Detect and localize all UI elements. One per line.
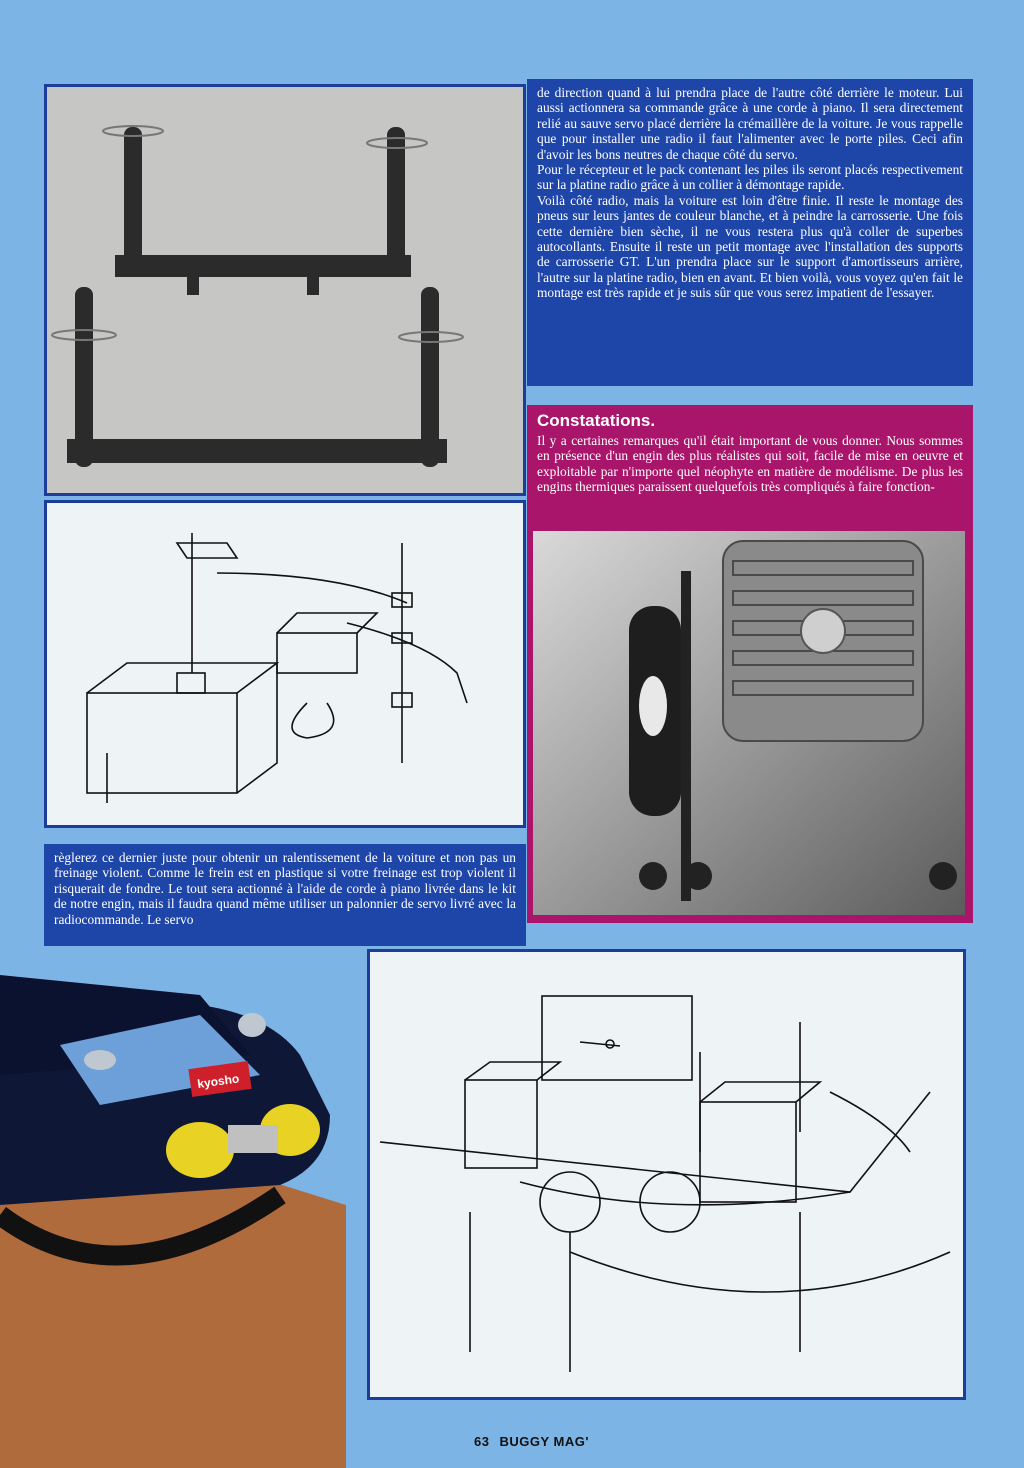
body-posts-photo bbox=[44, 84, 526, 496]
article-text-col1-bottom bbox=[44, 844, 526, 946]
radio-plate-diagram bbox=[367, 949, 966, 1400]
article-text-col2-top bbox=[527, 79, 973, 386]
constatations-text: Il y a certaines remarques qu'il était important de vous donner. Nous sommes en présence d'un engin des plus réalistes qui soit, facile de mise en oeuvre et exploitable par n'importe quel néophyte en matière de modélisme. De plus les engins thermiques paraissent quelquefois très compliqués à faire fonction- bbox=[537, 433, 963, 495]
paragraph-cote-radio: Voilà côté radio, mais la voiture est loin d'être finie. Il reste le montage des pneus sur leurs jantes de couleur blanche, et à peindre la carrosserie. Une fois cette dernière bien sèche, il ne vous restera plus qu'à coller de superbes autocollants. Ensuite il reste un petit montage avec l'installation des supports de carrosserie GT. L'un prendra place sur le support d'amortisseurs arrière, l'autre sur la platine radio, bien en avant. Et bien voilà, vous voyez qu'en fait le montage est très rapide et je suis sûr que vous serez impatient de l'essayer. bbox=[537, 192, 963, 301]
paragraph-recepteur: Pour le récepteur et le pack contenant les piles ils seront placés respectivement sur la platine radio grâce à un collier à démontage rapide. bbox=[537, 162, 963, 193]
kyosho-logo: kyosho bbox=[196, 1071, 241, 1092]
page-footer bbox=[474, 1434, 599, 1449]
magazine-name: BUGGY MAG' bbox=[499, 1434, 589, 1449]
page-number: 63 bbox=[474, 1434, 490, 1449]
paragraph-frein: règlerez ce dernier juste pour obtenir un ralentissement de la voiture et non pas un freinage violent. Comme le frein est en plastique si votre freinage est trop violent il risquerait de fondre. Le tout sera actionné à l'aide de corde à piano livrée dans le kit de notre engin, mais il faudra quand même utiliser un palonnier de servo livré avec la radiocommande. Le servo bbox=[54, 850, 516, 927]
constatations-box bbox=[527, 405, 973, 523]
constatations-heading: Constatations. bbox=[537, 411, 656, 430]
kyosho-car-photo bbox=[0, 975, 346, 1468]
engine-pullstart-photo bbox=[527, 523, 973, 923]
paragraph-servo-direction: de direction quand à lui prendra place de l'autre côté derrière le moteur. Lui aussi actionnera sa commande grâce à une corde à piano. Il sera directement relié au sauve servo placé derrière la crémaillère de la voiture. Je vous rappelle que pour installer une radio il faut l'alimenter avec le porte piles. Ceci afin d'avoir les bons neutres de chaque côté du servo. bbox=[537, 85, 963, 162]
servo-linkage-diagram bbox=[44, 500, 526, 828]
